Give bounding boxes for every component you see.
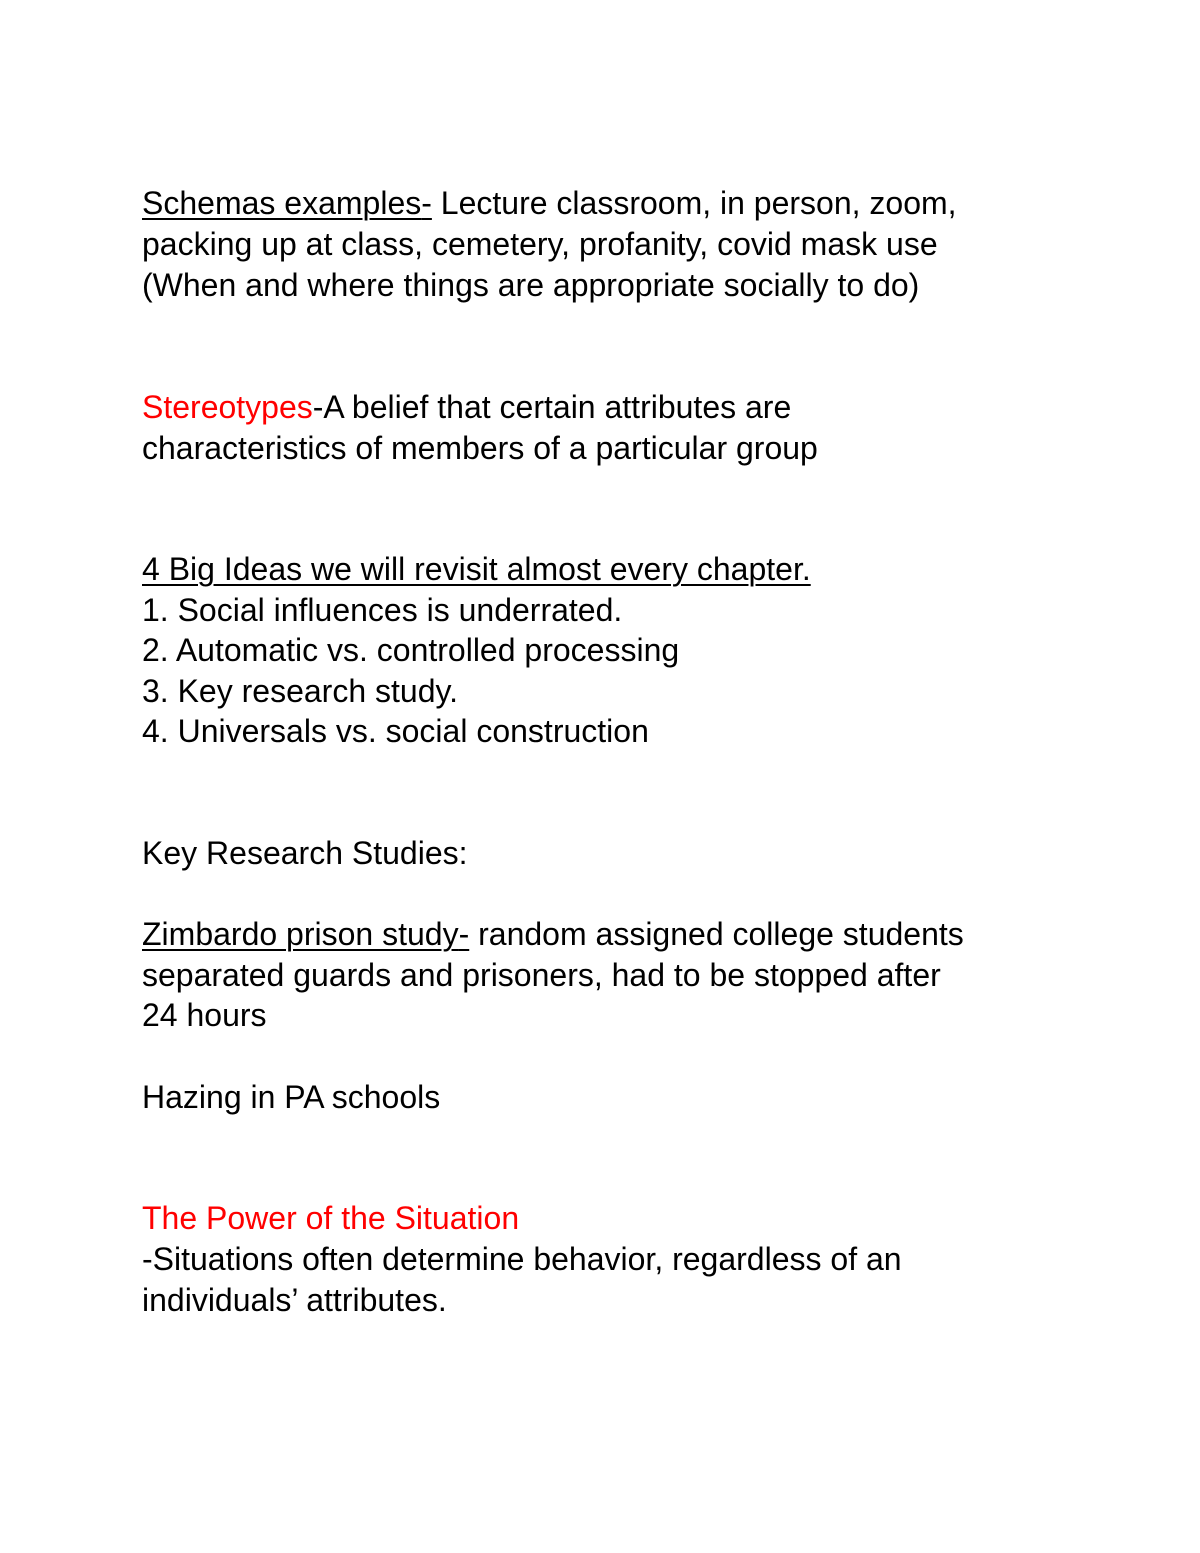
zimbardo-line-2: separated guards and prisoners, had to be stopped after bbox=[142, 957, 941, 993]
power-of-situation-line-1: -Situations often determine behavior, regardless of an bbox=[142, 1241, 902, 1277]
zimbardo-term: Zimbardo prison study bbox=[142, 916, 459, 952]
power-of-situation-heading: The Power of the Situation bbox=[142, 1200, 520, 1236]
big-ideas-item-2: 2. Automatic vs. controlled processing bbox=[142, 632, 680, 668]
zimbardo-separator: - bbox=[458, 916, 470, 952]
zimbardo-line-3: 24 hours bbox=[142, 997, 267, 1033]
big-ideas-item-3: 3. Key research study. bbox=[142, 673, 458, 709]
schemas-separator: - bbox=[421, 185, 432, 221]
stereotypes-term: Stereotypes bbox=[142, 389, 313, 425]
schemas-definition-start: Lecture classroom, in person, zoom, bbox=[431, 185, 957, 221]
hazing-line: Hazing in PA schools bbox=[142, 1079, 441, 1115]
power-of-situation-line-2: individuals’ attributes. bbox=[142, 1282, 447, 1318]
big-ideas-item-4: 4. Universals vs. social construction bbox=[142, 713, 649, 749]
big-ideas-item-1: 1. Social influences is underrated. bbox=[142, 592, 623, 628]
zimbardo-description-start: random assigned college students bbox=[469, 916, 964, 952]
schemas-line-3: (When and where things are appropriate socially to do) bbox=[142, 267, 920, 303]
stereotypes-line-1 bbox=[142, 387, 791, 428]
schemas-line-1 bbox=[142, 183, 957, 224]
schemas-term: Schemas examples bbox=[142, 185, 422, 221]
zimbardo-line-1 bbox=[142, 914, 964, 955]
schemas-line-2: packing up at class, cemetery, profanity, covid mask use bbox=[142, 226, 938, 262]
stereotypes-definition-start: -A belief that certain attributes are bbox=[312, 389, 792, 425]
big-ideas-heading: 4 Big Ideas we will revisit almost every chapter. bbox=[142, 551, 811, 587]
stereotypes-line-2: characteristics of members of a particular group bbox=[142, 430, 818, 466]
key-research-heading: Key Research Studies: bbox=[142, 835, 468, 871]
